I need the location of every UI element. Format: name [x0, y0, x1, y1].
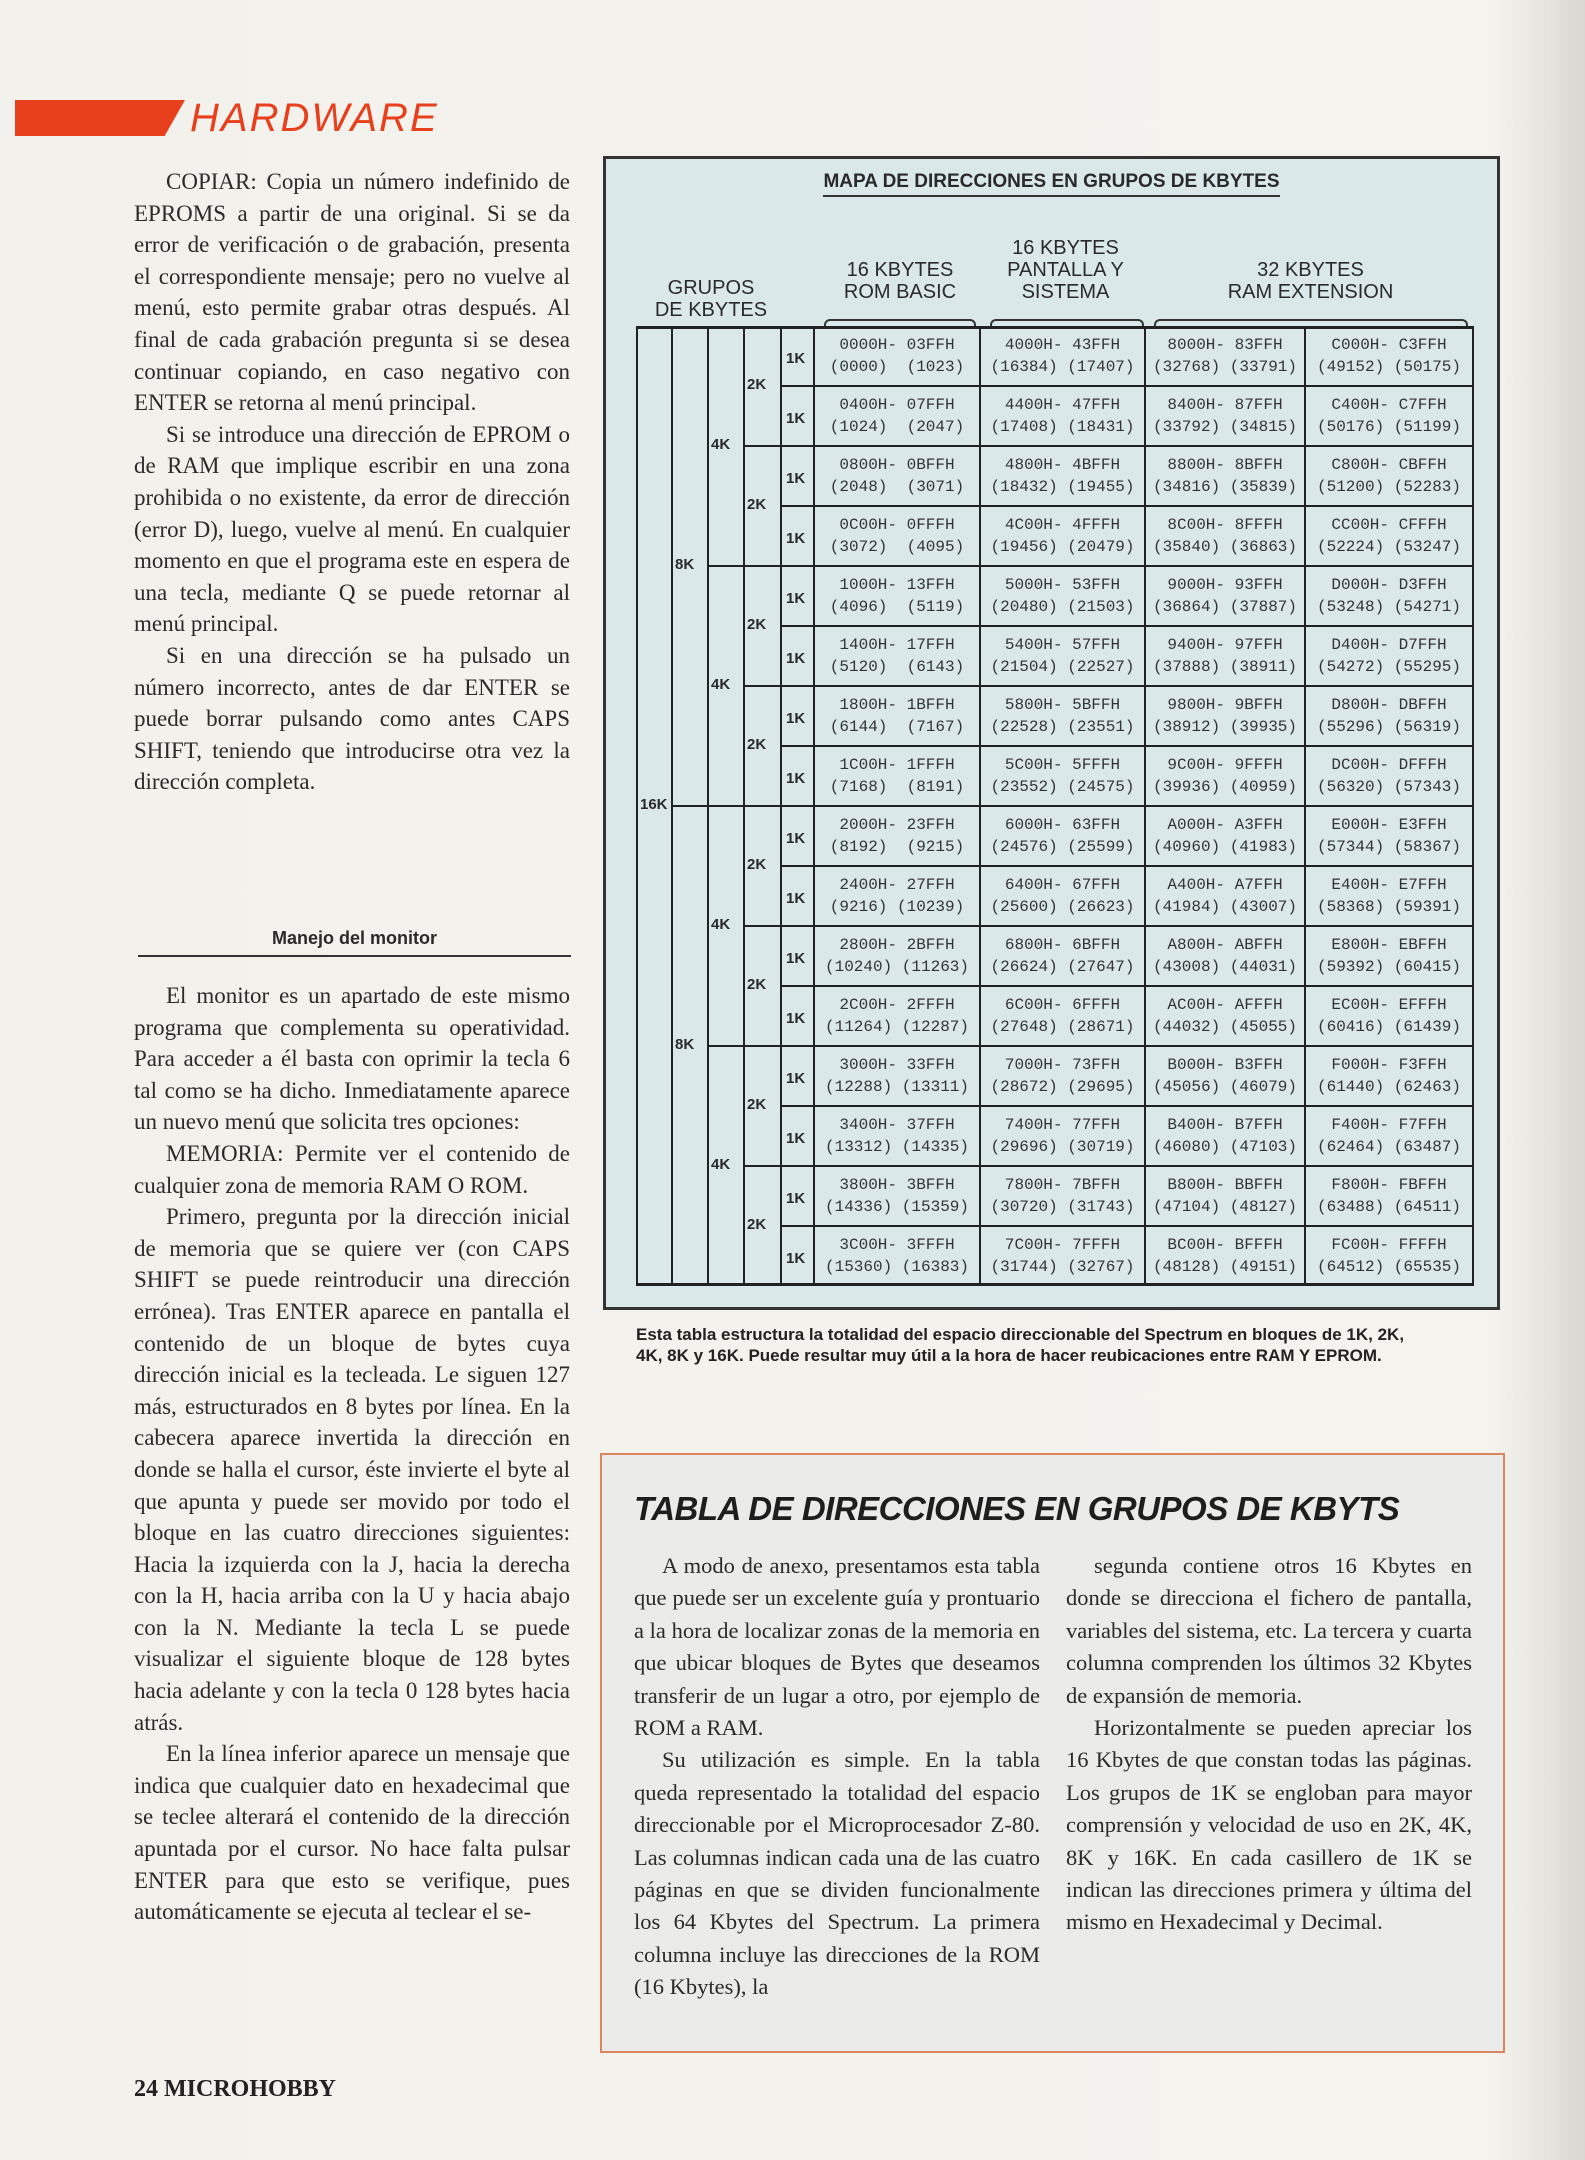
grid-hline [781, 505, 1473, 507]
group-label-1k: 1K [786, 1130, 806, 1147]
address-cell: 9C00H- 9FFFH (39936) (40959) [1152, 756, 1298, 796]
group-label-1k: 1K [786, 530, 806, 547]
header-line: 16 KBYTES [1012, 237, 1119, 259]
address-cell: 8800H- 8BFFH (34816) (35839) [1152, 456, 1298, 496]
header-line: RAM EXTENSION [1227, 281, 1394, 303]
groups-header [636, 277, 786, 321]
address-cell: 5C00H- 5FFFH (23552) (24575) [990, 756, 1135, 796]
paragraph: Si se introduce una dirección de EPROM o de RAM que implique escribir en una zona prohibida o no existente, da error de dirección (error D), luego, vuelve al menú. En cualquier momento en que el programa este en espera de una tecla, mediante Q se puede retornar al menú principal. [134, 421, 570, 637]
address-cell: 8000H- 83FFH (32768) (33791) [1152, 336, 1298, 376]
group-label-2k: 2K [747, 496, 767, 513]
address-cell: FC00H- FFFFH (64512) (65535) [1316, 1236, 1462, 1276]
grid-border [637, 1283, 1473, 1286]
address-cell: EC00H- EFFFH (60416) (61439) [1316, 996, 1462, 1036]
page-footer: 24 MICROHOBBY [134, 2076, 337, 2102]
address-map-table [603, 156, 1500, 1310]
address-cell: E000H- E3FFH (57344) (58367) [1316, 816, 1462, 856]
address-cell: 6C00H- 6FFFH (27648) (28671) [990, 996, 1135, 1036]
paragraph: segunda contiene otros 16 Kbytes en donde se direcciona el fichero de pantalla, variables del sistema, etc. La tercera y cuarta columna comprenden los últimos 32 Kbytes de expansión de memoria. [1066, 1553, 1472, 1708]
group-label-1k: 1K [786, 1190, 806, 1207]
grid-hline [672, 805, 1473, 807]
address-cell: C800H- CBFFH (51200) (52283) [1316, 456, 1462, 496]
sidebar-column-1 [634, 1550, 1040, 2004]
header-ram-extension [1148, 259, 1473, 303]
address-cell: F000H- F3FFH (61440) (62463) [1316, 1056, 1462, 1096]
address-cell: E400H- E7FFH (58368) (59391) [1316, 876, 1462, 916]
address-cell: 2C00H- 2FFFH (11264) (12287) [824, 996, 970, 1036]
address-cell: A400H- A7FFH (41984) (43007) [1152, 876, 1298, 916]
group-label-1k: 1K [786, 650, 806, 667]
section-title: HARDWARE [190, 96, 439, 140]
address-cell: D400H- D7FFH (54272) (55295) [1316, 636, 1462, 676]
group-label-1k: 1K [786, 1010, 806, 1027]
address-grid [637, 326, 1473, 1286]
address-cell: 6400H- 67FFH (25600) (26623) [990, 876, 1135, 916]
group-label-1k: 1K [786, 890, 806, 907]
group-label-1k: 1K [786, 410, 806, 427]
address-cell: 9800H- 9BFFH (38912) (39935) [1152, 696, 1298, 736]
address-cell: CC00H- CFFFH (52224) (53247) [1316, 516, 1462, 556]
sidebar-column-2 [1066, 1550, 1472, 1939]
grid-hline [781, 985, 1473, 987]
address-cell: 3C00H- 3FFFH (15360) (16383) [824, 1236, 970, 1276]
paragraph: Su utilización es simple. En la tabla queda representado la totalidad del espacio direccionable por el Microprocesador Z-80. Las columnas indican cada una de las cuatro páginas en que se dividen funcionalmente los 64 Kbytes del Spectrum. La primera columna incluye las direcciones de la ROM (16 Kbytes), la [634, 1747, 1040, 2000]
group-label-4k: 4K [711, 916, 731, 933]
group-label-2k: 2K [747, 616, 767, 633]
header-line: PANTALLA Y [1007, 259, 1124, 281]
address-cell: C000H- C3FFH (49152) (50175) [1316, 336, 1462, 376]
groups-header-line: DE KBYTES [654, 299, 768, 321]
grid-hline [781, 1225, 1473, 1227]
paragraph: El monitor es un apartado de este mismo programa que complementa su operatividad. Para acceder a él basta con oprimir la tecla 6 tal como se ha dicho. Inmediatamente aparece un nuevo menú que solicita tres opciones: [134, 983, 570, 1135]
group-label-4k: 4K [711, 436, 731, 453]
address-cell: 0400H- 07FFH (1024) (2047) [829, 396, 965, 436]
paragraph: Si en una dirección se ha pulsado un número incorrecto, antes de dar ENTER se puede borrar pulsando como antes CAPS SHIFT, teniendo que introducirse otra vez la dirección completa. [134, 642, 570, 795]
address-cell: B800H- BBFFH (47104) (48127) [1152, 1176, 1298, 1216]
group-label-16k: 16K [640, 796, 668, 813]
grid-hline [781, 385, 1473, 387]
address-cell: C400H- C7FFH (50176) (51199) [1316, 396, 1462, 436]
address-cell: B000H- B3FFH (45056) (46079) [1152, 1056, 1298, 1096]
address-cell: 3400H- 37FFH (13312) (14335) [824, 1116, 970, 1156]
address-cell: 6800H- 6BFFH (26624) (27647) [990, 936, 1135, 976]
address-cell: 2800H- 2BFFH (10240) (11263) [824, 936, 970, 976]
address-cell: F800H- FBFFH (63488) (64511) [1316, 1176, 1462, 1216]
address-cell: 1800H- 1BFFH (6144) (7167) [829, 696, 965, 736]
address-cell: 4800H- 4BFFH (18432) (19455) [990, 456, 1135, 496]
group-label-2k: 2K [747, 1216, 767, 1233]
group-label-1k: 1K [786, 710, 806, 727]
address-cell: AC00H- AFFFH (44032) (45055) [1152, 996, 1298, 1036]
grid-hline [744, 1165, 1473, 1167]
group-label-2k: 2K [747, 376, 767, 393]
header-rom-basic [817, 259, 983, 303]
grid-hline [744, 445, 1473, 447]
address-cell: 7C00H- 7FFFH (31744) (32767) [990, 1236, 1135, 1276]
grid-hline [744, 685, 1473, 687]
header-line: SISTEMA [1021, 281, 1110, 303]
address-cell: 6000H- 63FFH (24576) (25599) [990, 816, 1135, 856]
address-cell: F400H- F7FFH (62464) (63487) [1316, 1116, 1462, 1156]
address-cell: 0800H- 0BFFH (2048) (3071) [829, 456, 965, 496]
paragraph: En la línea inferior aparece un mensaje que indica que cualquier dato en hexadecimal que se teclee alterará el contenido de la dirección apuntada por el cursor. No hace falta pulsar ENTER para que esto se verifique, pues automáticamente se ejecuta al teclear el se- [134, 1741, 570, 1925]
address-cell: 0000H- 03FFH (0000) (1023) [829, 336, 965, 376]
address-cell: 1C00H- 1FFFH (7168) (8191) [829, 756, 965, 796]
address-cell: 5400H- 57FFH (21504) (22527) [990, 636, 1135, 676]
address-cell: 8C00H- 8FFFH (35840) (36863) [1152, 516, 1298, 556]
table-caption: Esta tabla estructura la totalidad del espacio direccionable del Spectrum en bloques de 1K, 2K, 4K, 8K y 16K. Puede resultar muy útil a la hora de hacer reubicaciones entre RAM Y EPROM. [636, 1325, 1405, 1365]
grid-hline [781, 1105, 1473, 1107]
address-cell: 4000H- 43FFH (16384) (17407) [990, 336, 1135, 376]
address-cell: D800H- DBFFH (55296) (56319) [1316, 696, 1462, 736]
paragraph: COPIAR: Copia un número indefinido de EPROMS a partir de una original. Si se da error de verificación o de grabación, presenta el correspondiente mensaje; pero no vuelve al menú, esto permite grabar otras después. Al final de cada grabación pregunta si se desea continuar copiando, en caso negativo con ENTER se retorna al menú principal. [134, 169, 570, 416]
paragraph: Primero, pregunta por la dirección inicial de memoria que se quiere ver (con CAPS SHIFT se puede reintroducir una dirección errónea). Tras ENTER aparece en pantalla el contenido de un bloque de bytes cuya dirección inicial es la tecleada. Le siguen 127 más, estructurados en 8 bytes por línea. En la cabecera aparece invertida la dirección en donde se halla el cursor, éste invierte el byte al que apunta y puede ser movido por todo el bloque en las cuatro direcciones siguientes: Hacia la izquierda con la J, hacia la derecha con la H, hacia arriba con la U y hacia abajo con la N. Mediante la tecla L se puede visualizar el siguiente bloque de 128 bytes hacia adelante y con la tecla 0 128 bytes hacia atrás. [134, 1204, 570, 1735]
address-cell: 7800H- 7BFFH (30720) (31743) [990, 1176, 1135, 1216]
group-label-2k: 2K [747, 736, 767, 753]
group-label-8k: 8K [675, 556, 695, 573]
group-label-2k: 2K [747, 856, 767, 873]
address-cell: 0C00H- 0FFFH (3072) (4095) [829, 516, 965, 556]
address-cell: 8400H- 87FFH (33792) (34815) [1152, 396, 1298, 436]
address-cell: 9400H- 97FFH (37888) (38911) [1152, 636, 1298, 676]
grid-border [637, 326, 1473, 329]
group-label-1k: 1K [786, 590, 806, 607]
paragraph: Horizontalmente se pueden apreciar los 16 Kbytes de que constan todas las páginas. Los grupos de 1K se engloban para mayor comprensión y velocidad de uso en 2K, 4K, 8K y 16K. En cada casillero de 1K se indican las direcciones primera y última del mismo en Hexadecimal y Decimal. [1066, 1715, 1472, 1935]
article-text-bottom [134, 980, 570, 1928]
header-line: 32 KBYTES [1257, 259, 1364, 281]
groups-header-line: GRUPOS [667, 277, 755, 299]
group-label-1k: 1K [786, 350, 806, 367]
header-line: 16 KBYTES [846, 259, 954, 281]
address-cell: 5800H- 5BFFH (22528) (23551) [990, 696, 1135, 736]
address-cell: 3800H- 3BFFH (14336) (15359) [824, 1176, 970, 1216]
grid-hline [708, 1045, 1473, 1047]
address-cell: 3000H- 33FFH (12288) (13311) [824, 1056, 970, 1096]
address-cell: 2400H- 27FFH (9216) (10239) [829, 876, 965, 916]
address-cell: A800H- ABFFH (43008) (44031) [1152, 936, 1298, 976]
article-text-top [134, 166, 570, 798]
grid-hline [781, 865, 1473, 867]
group-label-1k: 1K [786, 830, 806, 847]
address-cell: 4400H- 47FFH (17408) (18431) [990, 396, 1135, 436]
address-cell: BC00H- BFFFH (48128) (49151) [1152, 1236, 1298, 1276]
address-cell: 7000H- 73FFH (28672) (29695) [990, 1056, 1135, 1096]
address-cell: DC00H- DFFFH (56320) (57343) [1316, 756, 1462, 796]
header-line: ROM BASIC [843, 281, 957, 303]
paragraph: MEMORIA: Permite ver el contenido de cualquier zona de memoria RAM O ROM. [134, 1140, 570, 1198]
paragraph: A modo de anexo, presentamos esta tabla que puede ser un excelente guía y prontuario a la hora de localizar zonas de la memoria en que ubicar bloques de Bytes que deseamos transferir de un lugar a otro, por ejemplo de ROM a RAM. [634, 1553, 1040, 1741]
address-cell: 9000H- 93FFH (36864) (37887) [1152, 576, 1298, 616]
group-label-1k: 1K [786, 770, 806, 787]
group-label-1k: 1K [786, 1070, 806, 1087]
sidebar-title: TABLA DE DIRECCIONES EN GRUPOS DE KBYTS [634, 1490, 1400, 1527]
address-cell: D000H- D3FFH (53248) (54271) [1316, 576, 1462, 616]
address-cell: E800H- EBFFH (59392) (60415) [1316, 936, 1462, 976]
subheading: Manejo del monitor [138, 928, 571, 957]
group-label-4k: 4K [711, 1156, 731, 1173]
address-cell: A000H- A3FFH (40960) (41983) [1152, 816, 1298, 856]
grid-hline [744, 925, 1473, 927]
address-cell: 7400H- 77FFH (29696) (30719) [990, 1116, 1135, 1156]
group-label-2k: 2K [747, 1096, 767, 1113]
grid-vline [636, 326, 638, 1286]
address-cell: 1000H- 13FFH (4096) (5119) [829, 576, 965, 616]
grid-hline [708, 565, 1473, 567]
header-pantalla-sistema [983, 237, 1148, 303]
grid-hline [781, 745, 1473, 747]
group-label-1k: 1K [786, 1250, 806, 1267]
address-cell: B400H- B7FFH (46080) (47103) [1152, 1116, 1298, 1156]
grid-hline [781, 625, 1473, 627]
sidebar-box [600, 1453, 1505, 2053]
group-label-1k: 1K [786, 950, 806, 967]
address-cell: 1400H- 17FFH (5120) (6143) [829, 636, 965, 676]
group-label-2k: 2K [747, 976, 767, 993]
address-cell: 2000H- 23FFH (8192) (9215) [829, 816, 965, 856]
table-title: MAPA DE DIRECCIONES EN GRUPOS DE KBYTES [606, 171, 1497, 193]
group-label-4k: 4K [711, 676, 731, 693]
address-cell: 5000H- 53FFH (20480) (21503) [990, 576, 1135, 616]
section-banner [15, 100, 185, 136]
group-label-1k: 1K [786, 470, 806, 487]
group-label-8k: 8K [675, 1036, 695, 1053]
address-cell: 4C00H- 4FFFH (19456) (20479) [990, 516, 1135, 556]
